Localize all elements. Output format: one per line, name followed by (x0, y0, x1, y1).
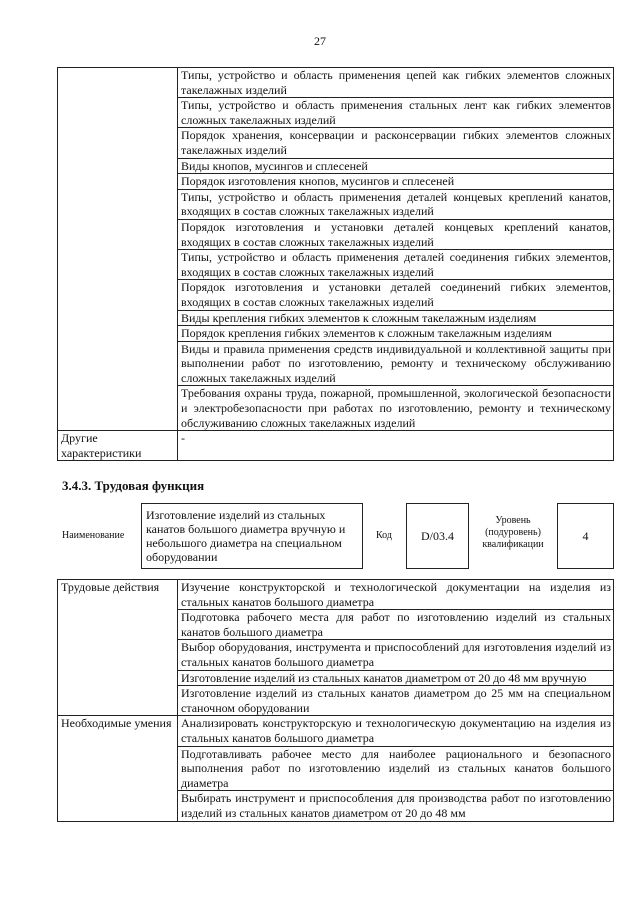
table-row (58, 580, 614, 610)
table-row (58, 716, 614, 746)
knowledge-item: Виды крепления гибких элементов к сложным такелажным изделиям (178, 310, 614, 326)
level-label: Уровень (подуровень) квалификации (482, 515, 544, 550)
labor-function-table (57, 579, 614, 822)
code-box (406, 503, 469, 569)
knowledge-item: Типы, устройство и область применения деталей концевых креплений канатов, входящих в состав сложных такелажных изделий (178, 189, 614, 219)
knowledge-item: Порядок крепления гибких элементов к сложным такелажным изделиям (178, 326, 614, 342)
code-value: D/03.4 (421, 528, 454, 543)
name-value: Изготовление изделий из стальных канатов большого диаметра вручную и небольшого диаметра на специальном оборудовании (146, 508, 346, 564)
other-characteristics-value: - (178, 431, 614, 461)
knowledge-item: Порядок изготовления и установки деталей соединений гибких элементов, входящих в состав сложных такелажных изделий (178, 280, 614, 310)
knowledge-item: Типы, устройство и область применения деталей соединения гибких элементов, входящих в состав сложных такелажных изделий (178, 250, 614, 280)
knowledge-item: Виды и правила применения средств индивидуальной и коллективной защиты при выполнении работ по изготовлению, ремонту и техническому обслуживанию сложных такелажных изделий (178, 341, 614, 386)
knowledge-item: Порядок изготовления кнопов, мусингов и сплесеней (178, 174, 614, 190)
page-number: 27 (314, 34, 326, 48)
level-box (557, 503, 614, 569)
skill-item: Подготавливать рабочее место для наиболее рационального и безопасного выполнения работ по изготовлению изделий из стальных канатов большого диаметра (178, 746, 614, 791)
knowledge-item: Порядок хранения, консервации и расконсервации гибких элементов сложных такелажных изделий (178, 128, 614, 158)
labor-action-item: Изучение конструкторской и технологической документации на изделия из стальных канатов большого диаметра (178, 580, 614, 610)
knowledge-item: Виды кнопов, мусингов и сплесеней (178, 158, 614, 174)
knowledge-item: Типы, устройство и область применения цепей как гибких элементов сложных такелажных изделий (178, 68, 614, 98)
table-row (58, 431, 614, 461)
labor-action-item: Изготовление изделий из стальных канатов диаметром от 20 до 48 мм вручную (178, 670, 614, 686)
skill-item: Выбирать инструмент и приспособления для производства работ по изготовлению изделий из стальных канатов диаметром от 20 до 48 мм (178, 791, 614, 821)
knowledge-item: Порядок изготовления и установки деталей концевых креплений канатов, входящих в состав сложных такелажных изделий (178, 219, 614, 249)
other-characteristics-label: Другие характеристики (58, 431, 178, 461)
table-row (58, 68, 614, 98)
required-skills-label: Необходимые умения (58, 716, 178, 821)
knowledge-table (57, 67, 614, 461)
labor-action-item: Изготовление изделий из стальных канатов диаметром до 25 мм на специальном станочном оборудовании (178, 686, 614, 716)
skill-item: Анализировать конструкторскую и технологическую документацию на изделия из стальных канатов большого диаметра (178, 716, 614, 746)
labor-action-item: Выбор оборудования, инструмента и приспособлений для изготовления изделий из стальных канатов большого диаметра (178, 640, 614, 670)
labor-action-item: Подготовка рабочего места для работ по изготовлению изделий из стальных канатов большого диаметра (178, 610, 614, 640)
labor-actions-label: Трудовые действия (58, 580, 178, 716)
name-box (141, 503, 363, 569)
knowledge-item: Требования охраны труда, пожарной, промышленной, экологической безопасности и электробезопасности при работах по изготовлению, ремонту и техническому обслуживанию сложных такелажных изделий (178, 386, 614, 431)
name-label: Наименование (62, 530, 125, 541)
knowledge-item: Типы, устройство и область применения стальных лент как гибких элементов сложных такелажных изделий (178, 98, 614, 128)
section-heading: 3.4.3. Трудовая функция (62, 478, 205, 493)
level-value: 4 (582, 528, 589, 543)
knowledge-label-cell (58, 68, 178, 431)
code-label: Код (376, 530, 392, 541)
